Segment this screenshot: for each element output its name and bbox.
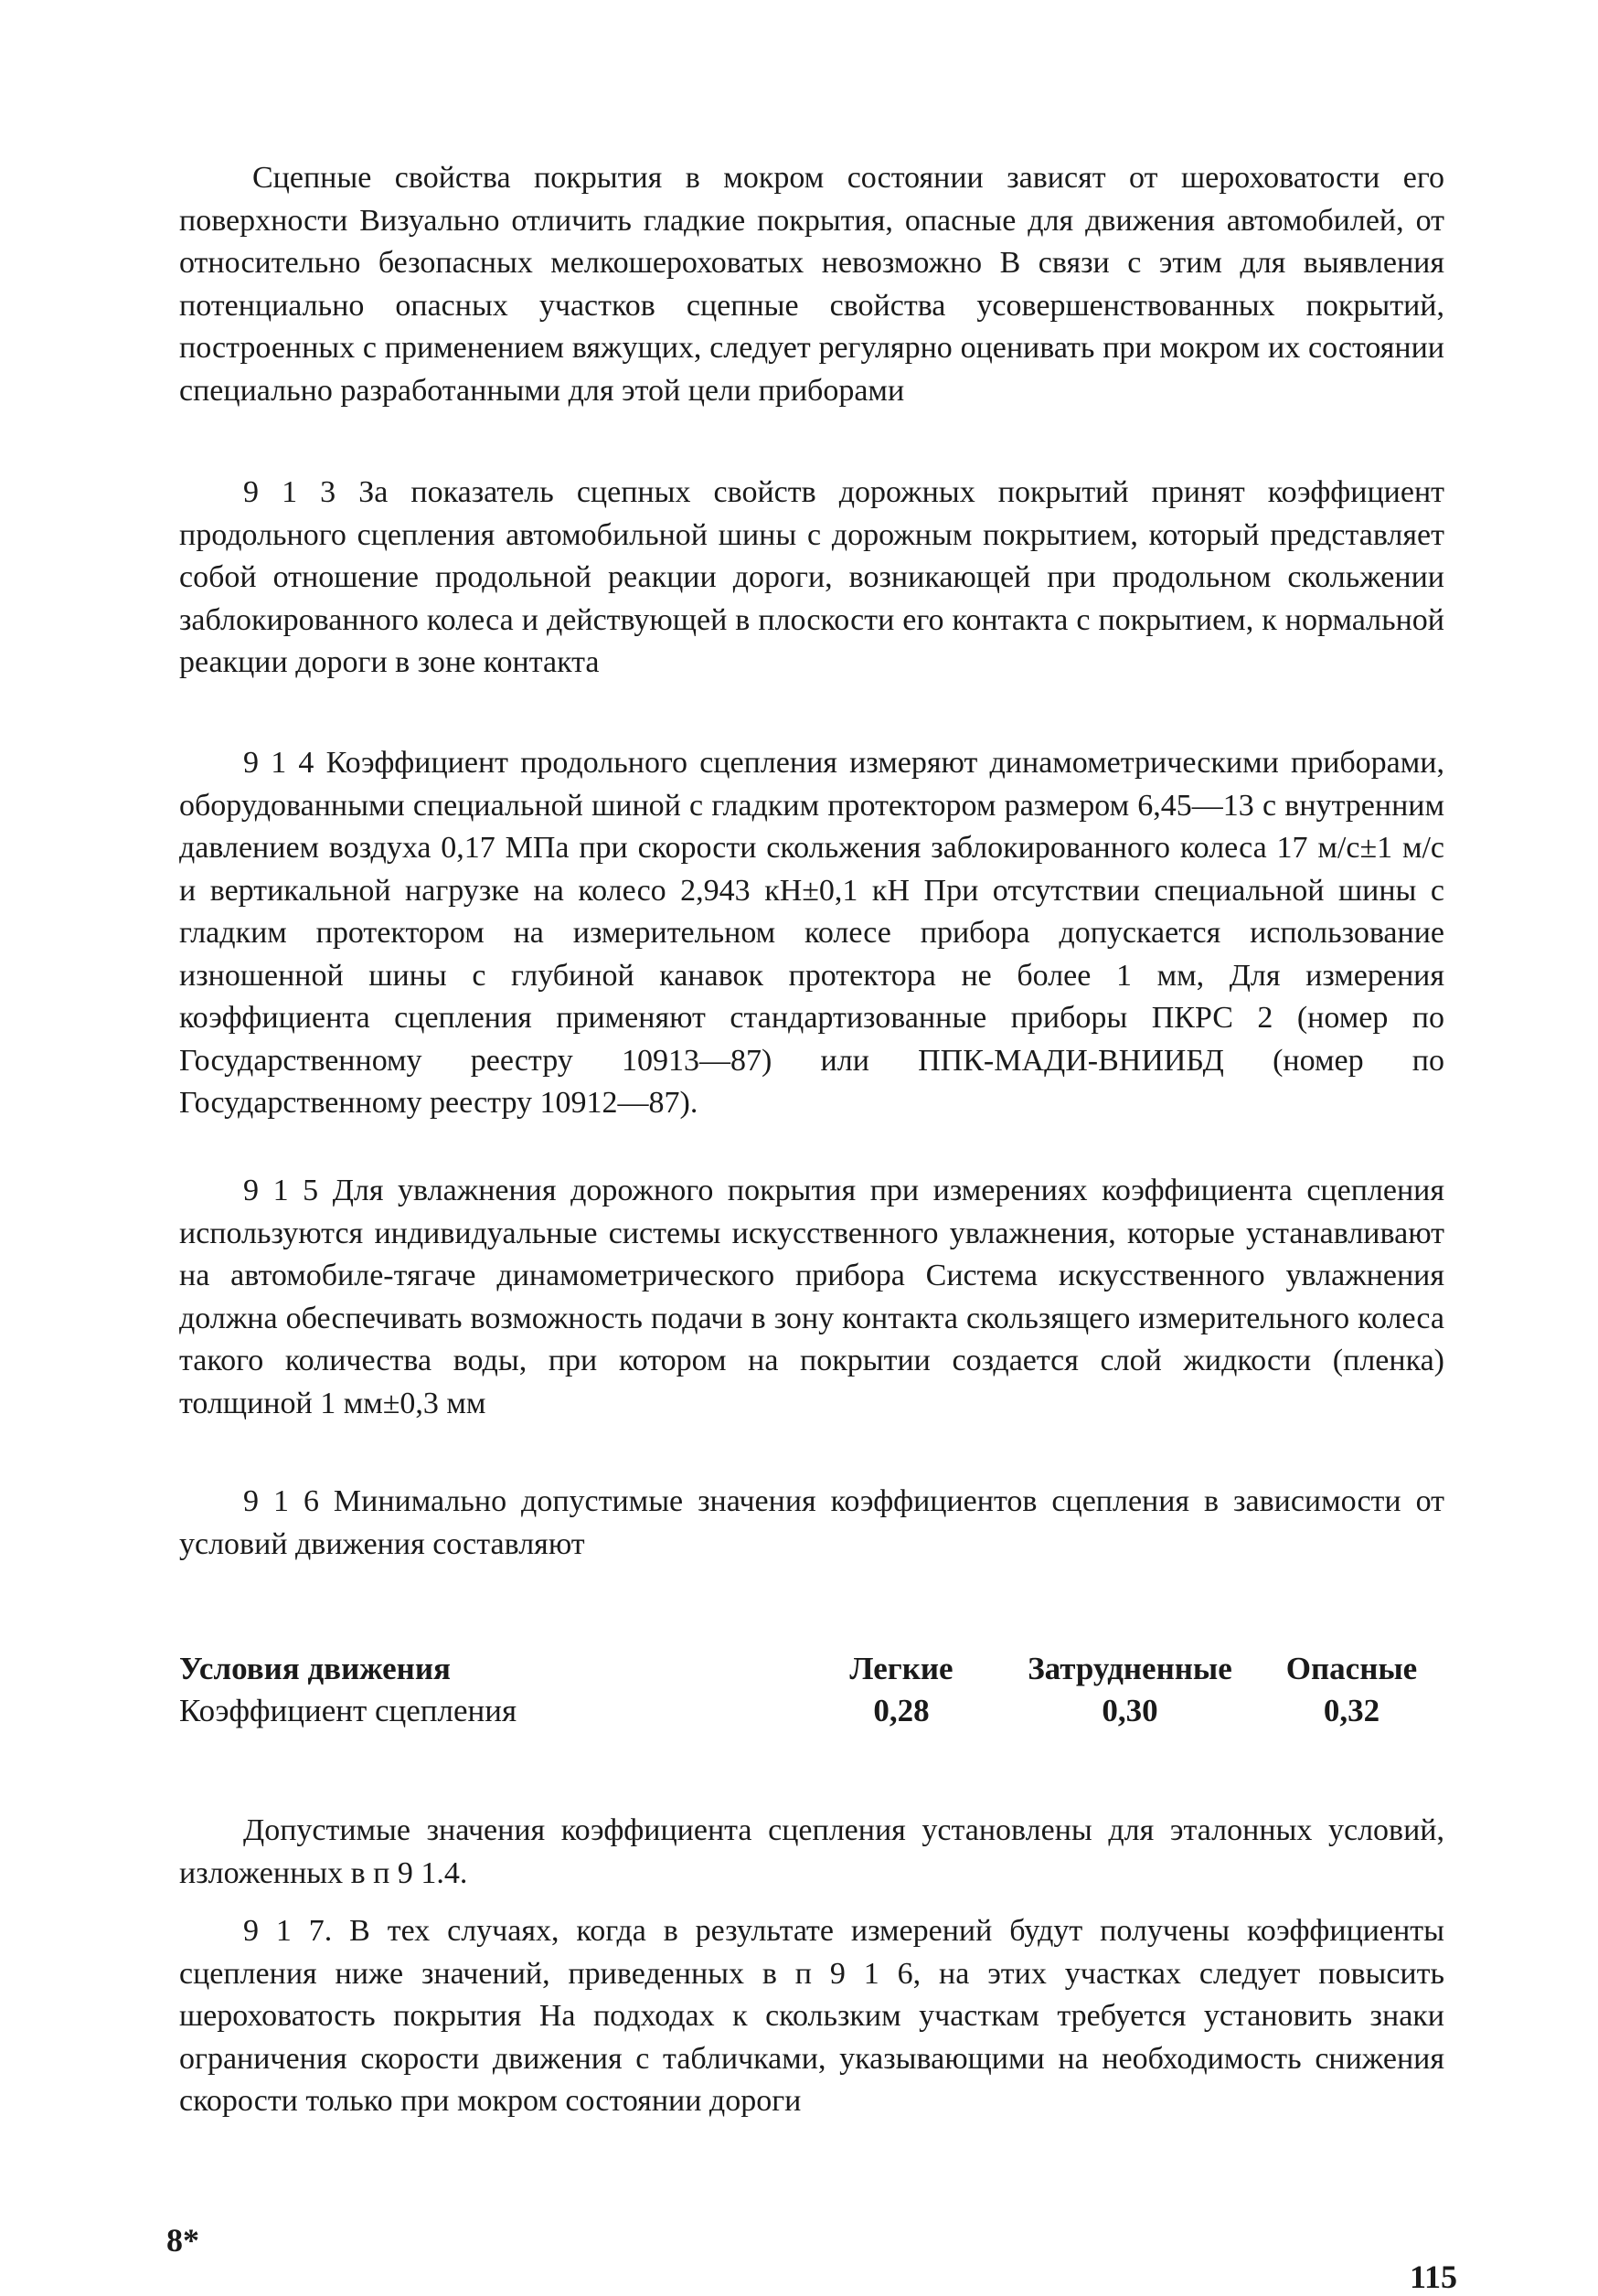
table-header-conditions: Условия движения [179, 1651, 451, 1686]
page-number: 115 [1410, 2259, 1458, 2295]
table-row [179, 1693, 1459, 1735]
table-header-light: Легкие [849, 1651, 953, 1686]
paragraph-9-1-3: 9 1 3 За показатель сцепных свойств дорожных покрытий принят коэффициент продольного сцепления автомобильной шины с дорожным покрытием, который представляет собой отношение продольной реакции дороги, возникающей при продольном скольжении заблокированного колеса и действующей в плоскости его контакта с покрытием, к нормальной реакции дороги в зоне контакта [179, 475, 1444, 679]
paragraph-wet-surface-properties: Сцепные свойства покрытия в мокром состоянии зависят от шероховатости его поверхности Визуально отличить гладкие покрытия, опасные для движения автомобилей, от относительно безопасных мелкошероховатых невозможно В связи с этим для выявления потенциально опасных участков сцепные свойства усовершенствованных покрытий, построенных с применением вяжущих, следует регулярно оценивать при мокром их состоянии специально разработанными для этой цели приборами [179, 161, 1444, 408]
table-cell-dangerous: 0,32 [1323, 1693, 1380, 1728]
paragraph-9-1-7: 9 1 7. В тех случаях, когда в результате измерений будут получены коэффициенты сцепления ниже значений, приведенных в п 9 1 6, на этих участках следует повысить шероховатость покрытия На подходах к скользким участкам требуется установить знаки ограничения скорости движения с табличками, указывающими на необходимость снижения скорости только при мокром состоянии дороги [179, 1914, 1444, 2118]
table-header-dangerous: Опасные [1285, 1651, 1418, 1686]
paragraph-9-1-5: 9 1 5 Для увлажнения дорожного покрытия при измерениях коэффициента сцепления используются индивидуальные системы искусственного увлажнения, которые устанавливают на автомобиле-тягаче динамометрического прибора Система искусственного увлажнения должна обеспечивать возможность подачи в зону контакта скользящего измерительного колеса такого количества воды, при котором на покрытии создается слой жидкости (пленка) толщиной 1 мм±0,3 мм [179, 1174, 1444, 1420]
table-cell-light: 0,28 [873, 1693, 930, 1728]
signature-mark: 8* [166, 2222, 199, 2259]
table-row-label: Коэффициент сцепления [179, 1693, 517, 1728]
table-header-difficult: Затрудненные [1028, 1651, 1232, 1686]
table-cell-difficult: 0,30 [1102, 1693, 1158, 1728]
paragraph-9-1-6: 9 1 6 Минимально допустимые значения коэффициентов сцепления в зависимости от условий движения составляют [179, 1484, 1444, 1561]
paragraph-9-1-4: 9 1 4 Коэффициент продольного сцепления измеряют динамометрическими приборами, оборудованными специальной шиной с гладким протектором размером 6,45—13 с внутренним давлением воздуха 0,17 МПа при скорости скольжения заблокированного колеса 17 м/с±1 м/с и вертикальной нагрузке на колесо 2,943 кН±0,1 кН При отсутствии специальной шины с гладким протектором на измерительном колесе прибора допускается использование изношенной шины с глубиной канавок протектора не более 1 мм, Для измерения коэффициента сцепления применяют стандартизованные приборы ПКРС 2 (номер по Государственному реестру 10913—87) или ППК-МАДИ-ВНИИБД (номер по Государственному реестру 10912—87). [179, 746, 1444, 1120]
paragraph-reference-conditions: Допустимые значения коэффициента сцепления установлены для эталонных условий, изложенных в п 9 1.4. [179, 1813, 1444, 1890]
friction-coefficient-table [179, 1651, 1459, 1735]
table-header-row [179, 1651, 1459, 1693]
